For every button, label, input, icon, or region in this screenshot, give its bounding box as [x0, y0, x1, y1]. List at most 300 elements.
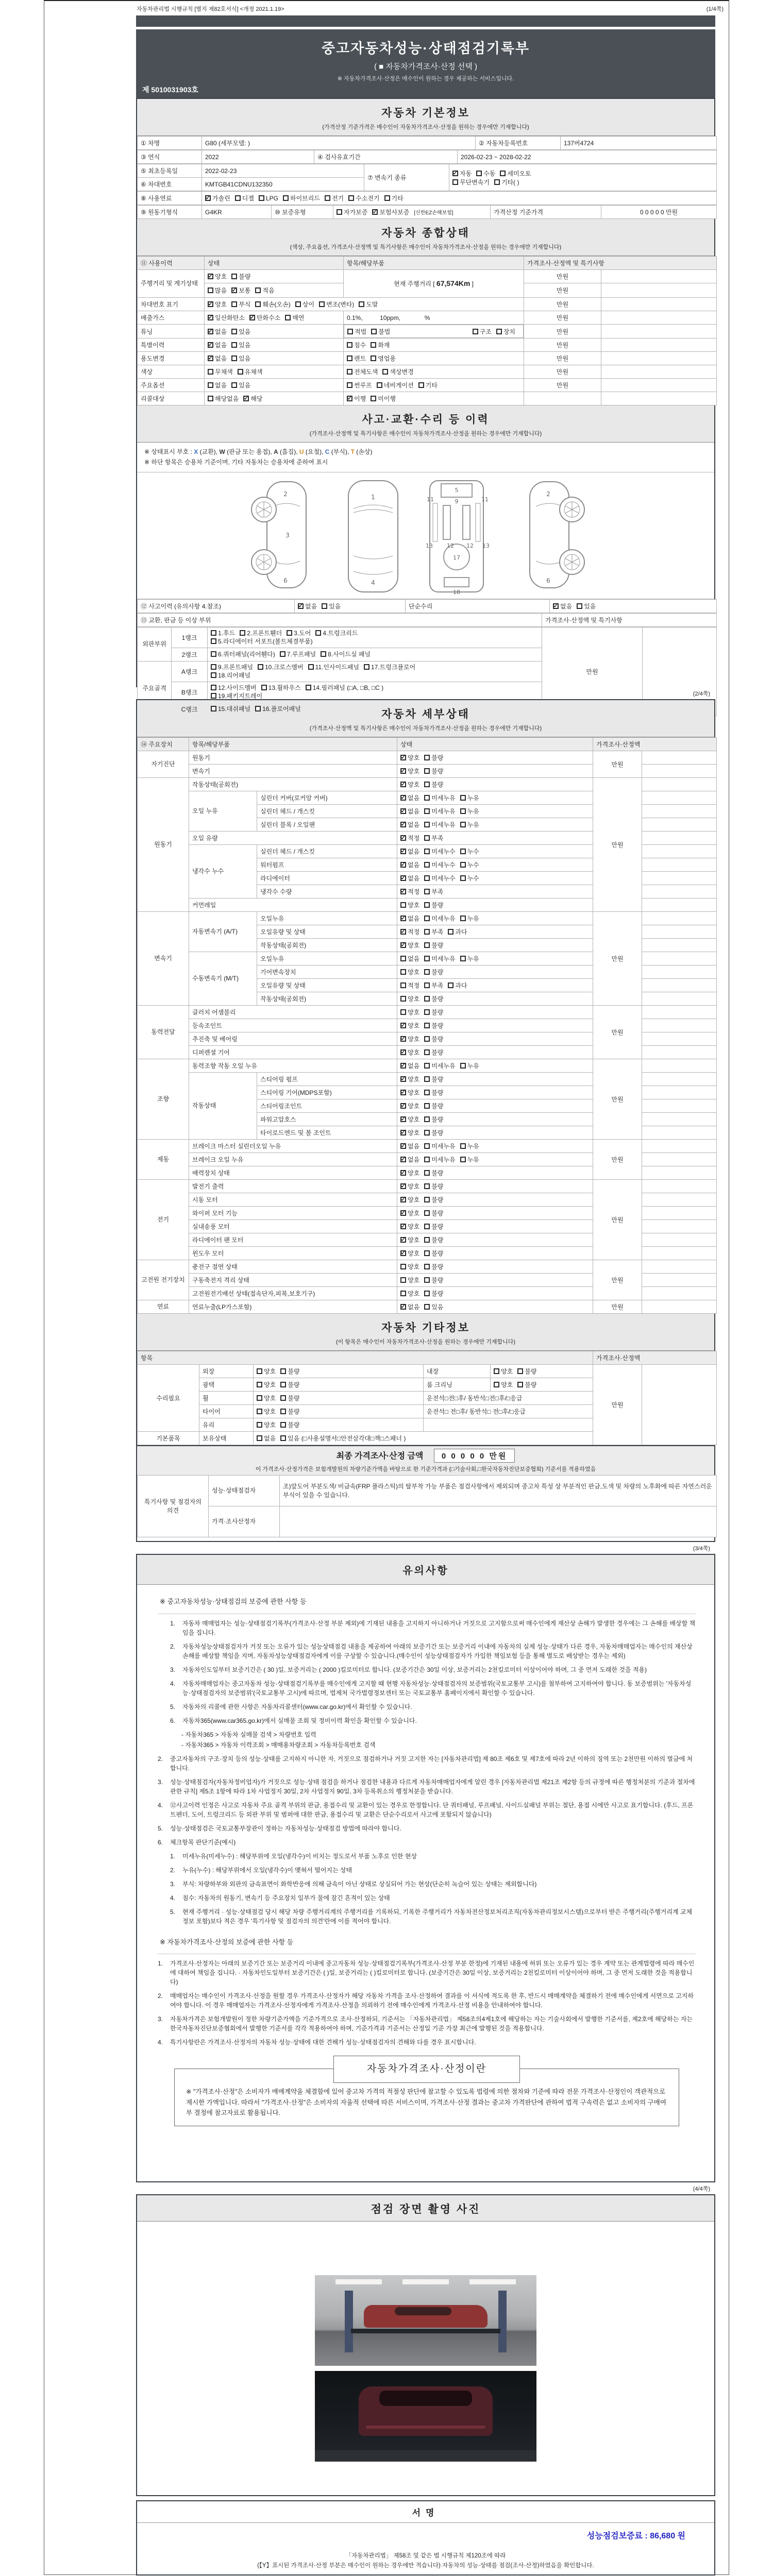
checkbox-누수[interactable] [460, 875, 466, 881]
checkbox-양호[interactable] [400, 1210, 406, 1216]
checkbox-불량[interactable] [231, 274, 237, 279]
checkbox-양호[interactable] [257, 1422, 262, 1428]
checkbox-없음[interactable] [298, 603, 304, 609]
state-cell [397, 1247, 593, 1260]
checkbox-디젤[interactable] [235, 195, 241, 201]
option-있음 [424, 1302, 443, 1311]
checkbox-5.라디에이터 서포트(볼트체결부품)[interactable] [211, 638, 216, 644]
option-label: 불량 [431, 1196, 444, 1204]
checkbox-미이행[interactable] [371, 396, 376, 401]
option-label: 적정 [408, 928, 420, 936]
checkbox-미세누유[interactable] [424, 916, 430, 921]
checkbox-훼손(오손)[interactable] [255, 301, 261, 307]
state-클러치 어셈블리 [400, 1009, 448, 1016]
checkbox-미세누수[interactable] [424, 849, 430, 854]
option-누수 [460, 847, 479, 856]
checkbox-불량[interactable] [424, 1264, 430, 1269]
checkbox-적법[interactable] [347, 329, 353, 334]
recall-options-cell [205, 392, 344, 405]
checkbox-무단변속기[interactable] [452, 179, 458, 185]
checkbox-불량[interactable] [424, 1090, 430, 1095]
checkbox-기타[interactable] [418, 382, 424, 388]
rank-items-cell [208, 661, 542, 682]
memo-cell [642, 1274, 717, 1287]
checkbox-불량[interactable] [424, 1250, 430, 1256]
checkbox-양호[interactable] [400, 1224, 406, 1229]
checkbox-없음[interactable] [208, 382, 213, 388]
checkbox-있음[interactable] [424, 1304, 430, 1310]
checkbox-양호[interactable] [400, 1090, 406, 1095]
vin-label: ⑥ 차대번호 [138, 178, 202, 191]
checkbox-무채색[interactable] [208, 369, 213, 375]
option-없음 [208, 381, 227, 389]
checkbox-부식[interactable] [231, 301, 237, 307]
checkbox-도말[interactable] [359, 301, 364, 307]
item-스티어링 기어(MDPS포함): 스티어링 기어(MDPS포함) [257, 1086, 397, 1099]
option-일산화탄소 [208, 313, 245, 322]
checkbox-누수[interactable] [460, 849, 466, 854]
checkbox-14.필러패널 (□A, □B, □C )[interactable] [306, 685, 311, 690]
checkbox-불량[interactable] [424, 1197, 430, 1202]
checkbox-미세누유[interactable] [424, 1063, 430, 1069]
checkbox-없음[interactable] [257, 1435, 262, 1441]
checkbox-양호[interactable] [400, 1250, 406, 1256]
checkbox-양호[interactable] [208, 301, 213, 307]
opinion-table [137, 1475, 714, 1537]
checkbox-하이브리드[interactable] [283, 195, 289, 201]
price-appraisal-box [174, 2063, 679, 2126]
checkbox-미세누유[interactable] [424, 1143, 430, 1149]
checkbox-양호[interactable] [400, 1009, 406, 1015]
checkbox-누유[interactable] [460, 1063, 466, 1069]
checkbox-불량[interactable] [424, 782, 430, 787]
checkbox-양호[interactable] [400, 996, 406, 1002]
checkbox-미세누수[interactable] [424, 875, 430, 881]
checkbox-불량[interactable] [424, 1076, 430, 1082]
main-option-label: 주요옵션 [138, 379, 205, 392]
checkbox-양호[interactable] [400, 1277, 406, 1283]
checkbox-누유[interactable] [460, 1157, 466, 1162]
checkbox-LPG[interactable] [259, 195, 264, 201]
device-연료: 연료 [138, 1300, 189, 1314]
reg-no-label: ② 자동차등록번호 [476, 137, 561, 150]
state-스티어링 펌프 [400, 1076, 448, 1083]
accident-header [137, 405, 714, 443]
checkbox-미세누유[interactable] [424, 1157, 430, 1162]
state-cell [397, 1126, 593, 1140]
state-cell [397, 765, 593, 778]
checkbox-누유[interactable] [460, 956, 466, 961]
special-history-options [208, 342, 255, 349]
checkbox-누유[interactable] [460, 795, 466, 801]
checkbox-불량[interactable] [424, 942, 430, 948]
checkbox-12.사이드멤버[interactable] [211, 685, 216, 690]
etc-options-cell [254, 1405, 424, 1418]
checkbox-미세누유[interactable] [424, 808, 430, 814]
option-11.인사이드패널 [308, 663, 359, 671]
checkbox-누유[interactable] [460, 1143, 466, 1149]
option-양호 [400, 753, 419, 762]
photo-car [364, 2305, 488, 2328]
state-cell [397, 1032, 593, 1046]
checkbox-색상변경[interactable] [382, 369, 388, 375]
checkbox-있음[interactable] [231, 382, 237, 388]
checkbox-있음[interactable] [231, 329, 237, 334]
checkbox-불량[interactable] [280, 1395, 286, 1401]
accident-subtitle: (가격조사·산정액 및 특기사항은 매수인이 자동차가격조사·산정을 원하는 경우에만 기재합니다) [309, 431, 542, 437]
checkbox-불량[interactable] [424, 1170, 430, 1176]
checkbox-전기[interactable] [325, 195, 330, 201]
checkbox-불량[interactable] [424, 1116, 430, 1122]
checkbox-불량[interactable] [424, 755, 430, 760]
checkbox-보통[interactable] [231, 287, 237, 293]
checkbox-양호[interactable] [400, 1023, 406, 1028]
checkbox-부족[interactable] [424, 835, 430, 841]
option-있음 [577, 602, 596, 611]
checkbox-양호[interactable] [400, 1183, 406, 1189]
checkbox-양호[interactable] [400, 768, 406, 774]
checkbox-불량[interactable] [424, 1130, 430, 1136]
checkbox-불량[interactable] [424, 1049, 430, 1055]
checkbox-양호[interactable] [400, 969, 406, 975]
checkbox-양호[interactable] [400, 1130, 406, 1136]
checkbox-없음[interactable] [400, 1143, 406, 1149]
notice-item-text: 침수: 자동차의 원동기, 변속기 등 주요장치 일부가 물에 잠긴 흔적이 있는 상태 [182, 1894, 390, 1902]
checkbox-부족[interactable] [424, 889, 430, 894]
inspector-opinion: 조)앞도어 부분도색/ 비금속(FRP 플라스틱)의 탈부착 가능 부품은 점검사항에서 제외되며 중고차 특성 상 부분적인 판금,도색 및 차량의 노후화에 따른 자연스러운 부식이 있을 수 있습니다. [280, 1476, 717, 1506]
checkbox-적정[interactable] [400, 929, 406, 935]
checkbox-불량[interactable] [280, 1422, 286, 1428]
checkbox-없음[interactable] [400, 1157, 406, 1162]
checkbox-양호[interactable] [400, 1264, 406, 1269]
notice-item-number: 1. [158, 1960, 163, 1967]
checkbox-없음[interactable] [208, 329, 213, 334]
checkbox-양호[interactable] [400, 1076, 406, 1082]
state-동력조향 작동 오일 누유 [400, 1062, 484, 1070]
checkbox-15.대쉬패널[interactable] [211, 706, 216, 711]
state-타이로드엔드 및 볼 조인트 [400, 1129, 448, 1137]
checkbox-이행[interactable] [347, 396, 352, 401]
option-label: 불량 [431, 1263, 444, 1270]
checkbox-19.패키지트레이[interactable] [211, 693, 216, 699]
legend-desc: (흠집), [278, 448, 299, 455]
checkbox-불량[interactable] [517, 1382, 523, 1387]
checkbox-누유[interactable] [460, 822, 466, 827]
option-양호 [400, 1128, 419, 1137]
checkbox-누유[interactable] [460, 808, 466, 814]
checkbox-전체도색[interactable] [347, 369, 352, 375]
notice-item-number: 4. [158, 2039, 163, 2046]
checkbox-없음[interactable] [400, 1063, 406, 1069]
svg-text:1: 1 [371, 493, 375, 501]
option-양호 [494, 1367, 513, 1376]
notice-item-text: ⑫사고이력 인정은 사고로 자동차 주요 골격 부위의 판금, 용접수리 및 교환이 있는 경우로 한정합니다. 단 쿼터패널, 루프패널, 사이드실패널 부위는 절단, 용접 시에만 사고로 표기합니다. (후드, 프론트펜더, 도어, 트렁크리드 등 외판 부위 및 범퍼에 대한 판금, 용접수리 및 교환은 단순수리로서 사고에 포함되지 않습니다) [170, 1801, 694, 1818]
emission-detail-cell: 0.1%, 10ppm, % [344, 311, 524, 325]
checkbox-없음[interactable] [400, 822, 406, 827]
option-label: 누유 [467, 1143, 479, 1150]
notice-item-text: 가격조사·산정자는 아래의 보증기간 또는 보증거리 이내에 중고자동차 성능·상태점검기록부(가격조사·산정 부분 한정)에 기재된 내용에 허위 또는 오류가 있는 경우 계약 또는 관계법령에 따라 매수인에 대하여 책임을 집니다. · 자동차인도일부터 보증기간은 ( )일, 보증거리는 ( )킬로미터로 합니다. (보증기간은 30일 이상, 보증거리는 2천킬로미터 이상이어야 하며, 그 중 먼저 도래한 것을 적용합니다) [170, 1960, 695, 1986]
checkbox-양호[interactable] [257, 1382, 262, 1387]
checkbox-6.쿼터패널(리어휀다)[interactable] [211, 651, 216, 657]
option-label: 13.휠하우스 [268, 684, 301, 692]
option-미이행 [371, 394, 396, 403]
memo-cell [642, 925, 717, 939]
checkbox-일산화탄소[interactable] [208, 315, 213, 320]
checkbox-해당[interactable] [243, 396, 249, 401]
checkbox-8.사이드실 패널[interactable] [321, 651, 326, 657]
etc-유리-label: 유리 [199, 1418, 254, 1432]
checkbox-없음[interactable] [400, 1304, 406, 1310]
checkbox-침수[interactable] [347, 342, 352, 348]
checkbox-수동[interactable] [476, 171, 482, 176]
checkbox-불량[interactable] [424, 1224, 430, 1229]
checkbox-양호[interactable] [257, 1409, 262, 1414]
checkbox-양호[interactable] [400, 902, 406, 908]
mileage-suffix: ] [470, 280, 474, 287]
checkbox-없음[interactable] [208, 342, 213, 348]
option-없음 [400, 860, 419, 869]
option-label: 누수 [467, 875, 479, 882]
checkbox-적정[interactable] [400, 982, 406, 988]
checkbox-있음[interactable] [231, 355, 237, 361]
checkbox-유채색[interactable] [238, 369, 243, 375]
checkbox-없음[interactable] [400, 849, 406, 854]
checkbox-기타( )[interactable] [494, 179, 500, 185]
checkbox-세미오토[interactable] [500, 171, 506, 176]
checkbox-렌트[interactable] [347, 355, 352, 361]
device-동력전달: 동력전달 [138, 1006, 189, 1059]
checkbox-없음[interactable] [400, 956, 406, 961]
checkbox-불량[interactable] [280, 1382, 286, 1387]
checkbox-변조(변타)[interactable] [319, 301, 325, 307]
checkbox-있음[interactable] [322, 603, 327, 609]
checkbox-10.크로스멤버[interactable] [258, 664, 263, 670]
checkbox-없음[interactable] [400, 862, 406, 868]
memo-cell [642, 858, 717, 872]
checkbox-없음[interactable] [400, 875, 406, 881]
checkbox-불법[interactable] [371, 329, 377, 334]
checkbox-적음[interactable] [255, 287, 261, 293]
option-있음 [231, 354, 250, 363]
option-없음 [400, 1061, 419, 1070]
checkbox-과다[interactable] [448, 982, 453, 988]
checkbox-적정[interactable] [400, 889, 406, 894]
checkbox-장치[interactable] [496, 329, 502, 334]
option-label: 양호 [408, 1263, 420, 1270]
option-전체도색 [347, 367, 378, 376]
checkbox-많음[interactable] [208, 287, 213, 293]
checkbox-네비게이션[interactable] [377, 382, 382, 388]
checkbox-화재[interactable] [371, 342, 376, 348]
checkbox-양호[interactable] [400, 1036, 406, 1042]
checkbox-해당없음[interactable] [208, 396, 213, 401]
checkbox-양호[interactable] [208, 274, 213, 279]
option-label: 기타( ) [501, 178, 519, 186]
checkbox-불량[interactable] [424, 1277, 430, 1283]
checkbox-양호[interactable] [400, 1237, 406, 1243]
checkbox-불량[interactable] [424, 1036, 430, 1042]
warranty-options [337, 209, 414, 216]
checkbox-불량[interactable] [424, 1023, 430, 1028]
option-label: 불량 [431, 1183, 444, 1190]
memo-cell [642, 1260, 717, 1274]
option-구조 [473, 327, 492, 336]
checkbox-자동[interactable] [452, 171, 458, 176]
checkbox-누유[interactable] [460, 916, 466, 921]
option-불량 [424, 1168, 443, 1177]
checkbox-17.트렁크플로어[interactable] [364, 664, 369, 670]
checkbox-구조[interactable] [473, 329, 478, 334]
item-고전원전기배선 상태(접속단자,피복,보호기구): 고전원전기배선 상태(접속단자,피복,보호기구) [189, 1287, 397, 1300]
checkbox-불량[interactable] [424, 1009, 430, 1015]
checkbox-양호[interactable] [257, 1368, 262, 1374]
checkbox-미세누유[interactable] [424, 795, 430, 801]
checkbox-불량[interactable] [424, 1291, 430, 1296]
checkbox-불량[interactable] [424, 1237, 430, 1243]
checkbox-없음[interactable] [400, 916, 406, 921]
legend-desc: (부식), [329, 448, 351, 455]
checkbox-양호[interactable] [400, 782, 406, 787]
checkbox-있음 (□사용설명서□안전삼각대□잭□스패너 )[interactable] [280, 1435, 286, 1441]
etc-휠-options [257, 1395, 304, 1402]
checkbox-양호[interactable] [400, 1170, 406, 1176]
memo-cell [642, 899, 717, 912]
state-와이퍼 모터 기능 [400, 1210, 448, 1217]
checkbox-불량[interactable] [280, 1409, 286, 1414]
checkbox-양호[interactable] [400, 942, 406, 948]
option-적법 [347, 327, 366, 336]
checkbox-2.프론트휀더[interactable] [240, 630, 245, 636]
checkbox-있음[interactable] [577, 603, 582, 609]
checkbox-9.프론트패널[interactable] [211, 664, 216, 670]
checkbox-있음[interactable] [231, 342, 237, 348]
checkbox-부족[interactable] [424, 929, 430, 935]
option-label: 17.트렁크플로어 [371, 664, 416, 671]
option-불량 [424, 994, 443, 1003]
checkbox-매연[interactable] [285, 315, 291, 320]
inspection-photo-underside [315, 2371, 536, 2462]
state-라디에이터 [400, 875, 484, 882]
option-18.리어패널 [211, 671, 250, 680]
inspection-photo-lift [315, 2275, 536, 2366]
checkbox-없음[interactable] [400, 795, 406, 801]
checkbox-없음[interactable] [400, 808, 406, 814]
option-불량 [424, 780, 443, 789]
checkbox-탄화수소[interactable] [249, 315, 255, 320]
option-없음 [400, 1302, 419, 1311]
checkbox-3.도어[interactable] [287, 630, 292, 636]
item-오일누유: 오일누유 [257, 912, 397, 925]
checkbox-불량[interactable] [424, 768, 430, 774]
checkbox-없음[interactable] [208, 355, 213, 361]
option-양호 [208, 272, 227, 281]
option-label: 변조(변타) [326, 301, 355, 308]
memo-cell [642, 1300, 717, 1314]
checkbox-미세누수[interactable] [424, 862, 430, 868]
option-label: 18.리어패널 [218, 672, 251, 680]
checkbox-불량[interactable] [280, 1368, 286, 1374]
option-변조(변타) [319, 300, 354, 309]
checkbox-4.트렁크리드[interactable] [315, 630, 321, 636]
notice-item-text: 자동차성능상태점검자가 거짓 또는 오류가 있는 성능상태점검 내용을 제공하여 아래의 보증기간 또는 보증거리 이내에 자동차의 실제 성능·상태가 다른 경우, 자동차매매업자는 매수인의 재산상 손해를 배상할 책임을 지며, 자동차성능상태점검자에게 이를 구상할 수 있습니다.(매수인이 성능상태점검자가 가입한 책임보험 등을 통해 별도로 배상받는 경우는 제외) [182, 1642, 693, 1659]
signature-title: 서명 [137, 2501, 714, 2523]
checkbox-양호[interactable] [494, 1382, 499, 1387]
checkbox-적정[interactable] [400, 835, 406, 841]
checkbox-불량[interactable] [424, 1103, 430, 1109]
etc-휠-label: 휠 [199, 1392, 254, 1405]
checkbox-수소전기[interactable] [348, 195, 354, 201]
notice-item-number: 6. [158, 1838, 163, 1846]
option-하이브리드 [283, 194, 320, 202]
option-있음 [231, 341, 250, 349]
option-보험사보증 [372, 208, 409, 216]
option-label: 화재 [378, 342, 390, 349]
checkbox-상이[interactable] [295, 301, 301, 307]
state-cell [397, 751, 593, 765]
checkbox-영업용[interactable] [371, 355, 376, 361]
checkbox-13.휠하우스[interactable] [261, 685, 267, 690]
checkbox-불량[interactable] [517, 1368, 523, 1374]
checkbox-양호[interactable] [400, 1291, 406, 1296]
option-label: 5.라디에이터 서포트(볼트체결부품) [218, 638, 313, 646]
main-option-options [208, 382, 255, 389]
checkbox-불량[interactable] [424, 902, 430, 908]
item-브레이크 마스터 실린더오일 누유: 브레이크 마스터 실린더오일 누유 [189, 1140, 397, 1153]
checkbox-양호[interactable] [494, 1368, 499, 1374]
checkbox-11.인사이드패널[interactable] [308, 664, 314, 670]
notice-warranty-item-6 [158, 1716, 696, 1725]
checkbox-18.리어패널[interactable] [211, 672, 216, 678]
checkbox-양호[interactable] [400, 1103, 406, 1109]
checkbox-7.루프패널[interactable] [280, 651, 285, 657]
checkbox-썬루프[interactable] [347, 382, 352, 388]
header-stripe [136, 27, 715, 29]
checkbox-불량[interactable] [424, 1210, 430, 1216]
checkbox-가솔린[interactable] [205, 195, 211, 201]
notice-item-number: 5. [158, 1824, 163, 1832]
option-label: 가솔린 [212, 195, 230, 202]
checkbox-미세누유[interactable] [424, 822, 430, 827]
option-없음 [208, 341, 227, 349]
checkbox-16.플로어패널[interactable] [255, 706, 261, 711]
checkbox-양호[interactable] [400, 1049, 406, 1055]
checkbox-보험사보증[interactable] [372, 209, 378, 215]
checkbox-과다[interactable] [448, 929, 453, 935]
checkbox-부족[interactable] [424, 982, 430, 988]
checkbox-기타[interactable] [384, 195, 390, 201]
checkbox-없음[interactable] [553, 603, 559, 609]
checkbox-자가보증[interactable] [337, 209, 342, 215]
checkbox-양호[interactable] [400, 1116, 406, 1122]
checkbox-양호[interactable] [400, 1197, 406, 1202]
checkbox-불량[interactable] [424, 1183, 430, 1189]
option-label: 없음 [408, 1062, 420, 1070]
checkbox-1.후드[interactable] [211, 630, 216, 636]
option-label: 없음 [264, 1435, 276, 1442]
option-label: 부족 [431, 835, 444, 842]
memo-cell [601, 270, 717, 283]
checkbox-양호[interactable] [400, 755, 406, 760]
notice-block [136, 1554, 715, 2182]
checkbox-누수[interactable] [460, 862, 466, 868]
notice-item-number: 3. [170, 1880, 176, 1888]
option-label: 기타 [425, 382, 438, 389]
checkbox-불량[interactable] [424, 969, 430, 975]
checkbox-양호[interactable] [257, 1395, 262, 1401]
checkbox-미세누유[interactable] [424, 956, 430, 961]
checkbox-불량[interactable] [424, 996, 430, 1002]
svg-text:2: 2 [546, 490, 550, 498]
